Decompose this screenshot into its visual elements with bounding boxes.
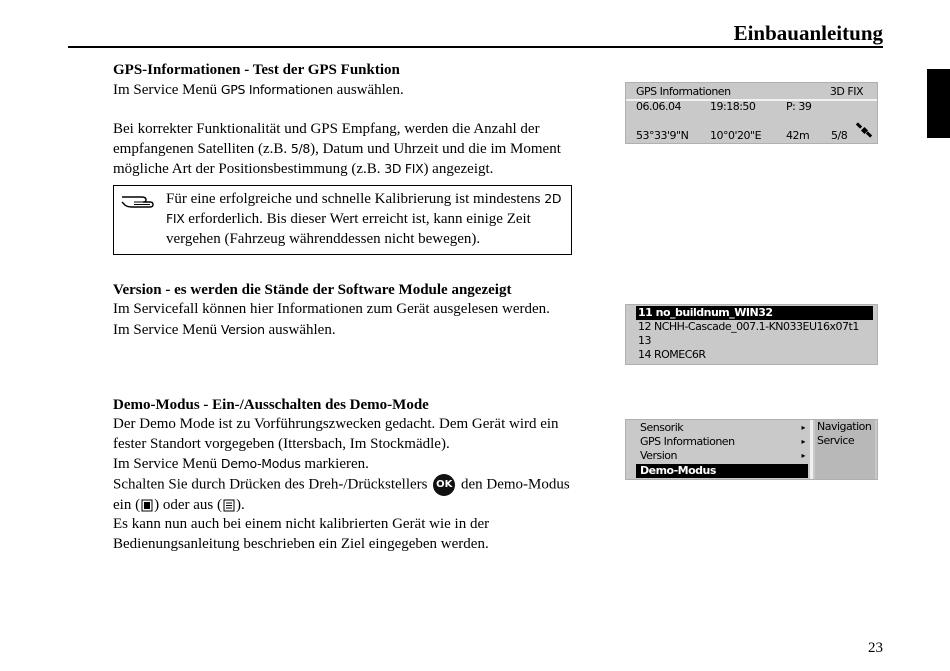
- gps-screen-p: P: 39: [786, 100, 812, 113]
- menu-item: [636, 449, 808, 463]
- menu-item: [636, 435, 808, 449]
- fix-requirement: 2D FIX: [166, 191, 562, 227]
- menu-item-label: GPS Informationen: [640, 435, 735, 448]
- demo-instruction-mark: [113, 454, 573, 474]
- gps-screen-alt: 42m: [786, 129, 810, 142]
- page-header-title: Einbauanleitung: [733, 21, 883, 45]
- menu-item-label: Version: [640, 449, 677, 462]
- gps-screen-title-row: [636, 85, 871, 98]
- checkbox-checked-icon: [140, 498, 154, 513]
- version-line: 12 NCHH-Cascade_007.1-KN033EU16x07t1: [638, 320, 859, 333]
- ok-button-icon: OK: [433, 474, 455, 496]
- version-instruction: [113, 320, 573, 340]
- menu-item-version: Version: [220, 321, 265, 337]
- note-box: [113, 185, 572, 255]
- gps-info-screen: [625, 82, 878, 144]
- gps-screen-fix: 3D FIX: [829, 85, 863, 98]
- text: auswählen.: [332, 82, 404, 99]
- text: Schalten Sie durch Drücken des Dreh-/Drückstellers: [113, 476, 432, 493]
- service-menu-screen: [625, 419, 878, 480]
- text: auswählen.: [264, 321, 336, 338]
- gps-screen-lat: 53°33'9"N: [636, 129, 689, 142]
- demo-section: [113, 396, 573, 554]
- demo-instruction-toggle: [113, 474, 573, 515]
- page-number: 23: [868, 640, 883, 656]
- text: Im Service Menü: [113, 455, 221, 472]
- pointing-hand-icon: [120, 191, 154, 211]
- service-menu: [636, 420, 808, 479]
- arrow-right-icon: ▸: [801, 451, 805, 460]
- gps-screen-time: 19:18:50: [710, 100, 756, 113]
- version-line: 13: [638, 334, 651, 347]
- menu-item: [636, 421, 808, 435]
- menu-item-demo-modus: Demo-Modus: [220, 455, 301, 471]
- arrow-right-icon: ▸: [801, 423, 805, 432]
- gps-heading: GPS-Informationen - Test der GPS Funktion: [113, 62, 400, 78]
- version-description: Im Servicefall können hier Informationen zum Gerät ausgelesen werden.: [113, 301, 550, 318]
- text: markieren.: [300, 455, 369, 472]
- checkbox-unchecked-icon: [222, 498, 236, 513]
- menu-path-item: Service: [817, 434, 855, 447]
- menu-item-label: Demo-Modus: [640, 464, 716, 477]
- header-rule: [68, 46, 883, 48]
- version-section: [113, 281, 573, 340]
- text: erforderlich. Bis dieser Wert erreicht ist, kann einige Zeit vergehen (Fahrzeug währenddessen nicht bewegen).: [166, 211, 531, 247]
- gps-section: [113, 61, 573, 179]
- satellite-icon: [855, 121, 873, 139]
- menu-item-gps-informationen: GPS Informationen: [220, 82, 333, 98]
- satellite-example: 5/8: [290, 140, 311, 156]
- version-heading: Version - es werden die Stände der Software Module angezeigt: [113, 282, 512, 298]
- menu-item-selected: [636, 464, 808, 478]
- chapter-tab-marker: [927, 69, 950, 138]
- text: ) angezeigt.: [423, 161, 494, 178]
- gps-description: [113, 120, 573, 180]
- version-line: 14 ROMEC6R: [638, 348, 706, 361]
- gps-screen-time-row: [636, 100, 871, 113]
- menu-path-item: Navigation: [817, 420, 872, 433]
- arrow-right-icon: ▸: [801, 437, 805, 446]
- text: Bei korrekter Funktionalität und GPS Empfang, werden die Anzahl der empfangenen Satelliten (z.B.: [113, 120, 540, 157]
- text: Für eine erfolgreiche und schnelle Kalibrierung ist mindestens: [166, 191, 545, 207]
- gps-screen-sats: 5/8: [831, 129, 848, 142]
- text: Im Service Menü: [113, 321, 221, 338]
- version-screen: [625, 304, 878, 365]
- text: ) oder aus (: [154, 497, 222, 514]
- gps-instruction: [113, 80, 573, 100]
- text: Im Service Menü: [113, 82, 221, 99]
- menu-item-label: Sensorik: [640, 421, 684, 434]
- demo-description: Der Demo Mode ist zu Vorführungszwecken gedacht. Dem Gerät wird ein fester Standort vorgegeben (Ittersbach, Im Stockmädle).: [113, 416, 559, 452]
- menu-divider: [810, 420, 813, 479]
- text: den Demo-Modus ein (: [113, 476, 570, 514]
- text: ).: [235, 497, 245, 514]
- text: ), Datum und Uhrzeit und die im Moment mögliche Art der Positionsbestimmung (z.B.: [113, 140, 561, 178]
- menu-path: [815, 420, 875, 479]
- gps-screen-date: 06.06.04: [636, 100, 681, 113]
- gps-screen-title: GPS Informationen: [636, 85, 731, 98]
- gps-screen-pos-row: [636, 129, 871, 142]
- fix-example: 3D FIX: [384, 161, 424, 177]
- version-line-selected: 11 no_buildnum_WIN32: [636, 306, 873, 320]
- gps-screen-lon: 10°0'20"E: [710, 129, 762, 142]
- demo-heading: Demo-Modus - Ein-/Ausschalten des Demo-Mode: [113, 397, 429, 413]
- demo-result: Es kann nun auch bei einem nicht kalibrierten Gerät wie in der Bedienungsanleitung beschrieben ein Ziel eingegeben werden.: [113, 516, 490, 552]
- note-text: [166, 189, 570, 249]
